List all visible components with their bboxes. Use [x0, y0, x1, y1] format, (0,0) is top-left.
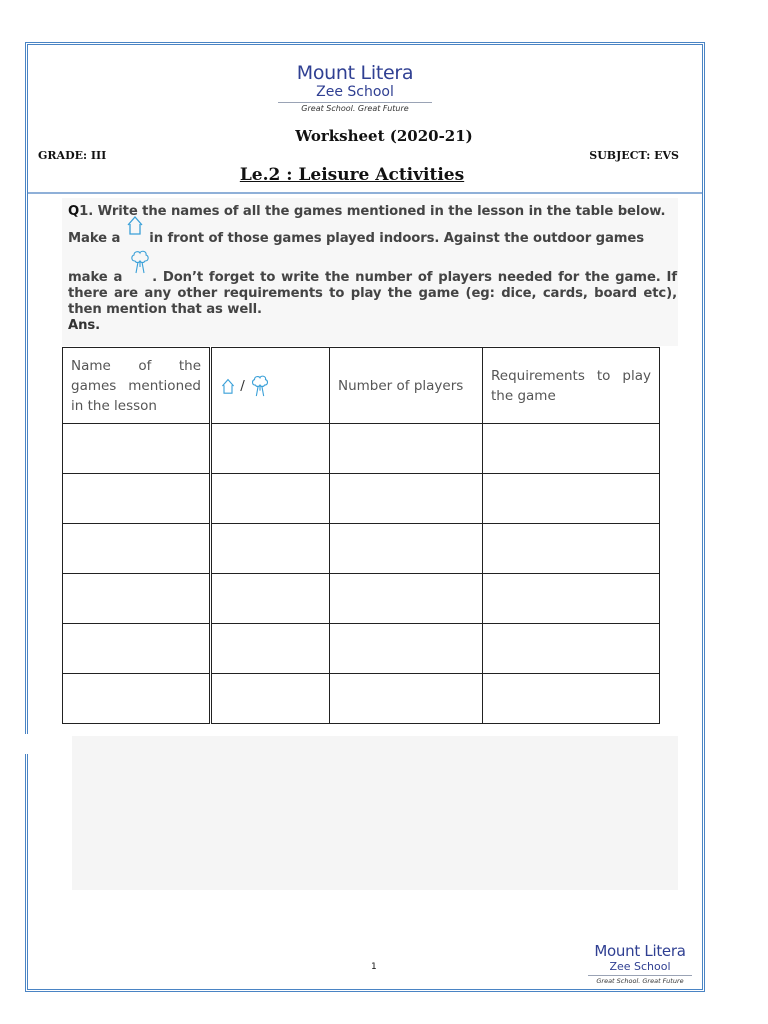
question-text-1: . Write the names of all the games mentioned in the lesson in the table below. [88, 204, 666, 219]
table-cell-game[interactable] [63, 674, 211, 724]
header-games-name [63, 348, 211, 424]
page-number: 1 [371, 962, 377, 972]
logo-bottom-line2: Zee School [609, 960, 671, 973]
subject-label: SUBJECT: EVS [589, 149, 679, 162]
table-cell-requirements[interactable] [483, 424, 660, 474]
question-label: Q [68, 204, 80, 219]
table-cell-requirements[interactable] [483, 624, 660, 674]
question-text-3a: make a [68, 270, 123, 285]
table-row [63, 474, 660, 524]
header-house-icon [220, 378, 240, 394]
logo-divider [278, 102, 432, 103]
table-cell-requirements[interactable] [483, 474, 660, 524]
worksheet-title: Worksheet (2020-21) [295, 127, 473, 145]
grade-label: GRADE: III [38, 149, 107, 162]
question-text-2b: in front of those games played indoors. Against the outdoor games [149, 231, 645, 246]
table-cell-type[interactable] [211, 524, 330, 574]
table-cell-players[interactable] [330, 524, 483, 574]
logo-line2: Zee School [316, 84, 394, 100]
table-header-row [63, 348, 660, 424]
table-cell-type[interactable] [211, 474, 330, 524]
header-games-name-line1: Name of the [71, 357, 201, 374]
table-row [63, 674, 660, 724]
school-logo-top [278, 62, 432, 114]
table-cell-type[interactable] [211, 574, 330, 624]
table-cell-players[interactable] [330, 474, 483, 524]
tree-icon [128, 249, 152, 280]
house-icon [125, 214, 145, 249]
header-number-of-players: Number of players [330, 348, 483, 424]
question-text-3b: . Don’t forget to write the number of players needed for the game. If there are any other requirements to play the game (eg: dice, cards, board etc), then mention that as well. [68, 270, 677, 317]
header-requirements-line2: the game [491, 387, 556, 404]
table-row [63, 424, 660, 474]
border-gap [24, 734, 72, 754]
answer-label: Ans. [68, 318, 101, 333]
table-cell-requirements[interactable] [483, 674, 660, 724]
table-cell-players[interactable] [330, 624, 483, 674]
table-cell-game[interactable] [63, 524, 211, 574]
logo-line1: Mount Litera [296, 62, 414, 84]
table-cell-game[interactable] [63, 624, 211, 674]
school-logo-bottom [588, 942, 692, 985]
table-cell-players[interactable] [330, 674, 483, 724]
question-1 [68, 204, 677, 334]
logo-bottom-tagline: Great School. Great Future [596, 977, 684, 985]
header-divider [28, 192, 702, 194]
table-row [63, 574, 660, 624]
header-indoor-outdoor [211, 348, 330, 424]
table-cell-game[interactable] [63, 424, 211, 474]
table-cell-type[interactable] [211, 424, 330, 474]
header-separator: / [240, 377, 245, 394]
table-cell-game[interactable] [63, 574, 211, 624]
table-cell-type[interactable] [211, 674, 330, 724]
table-row [63, 524, 660, 574]
header-requirements-line1: Requirements to play [491, 367, 651, 384]
lesson-title: Le.2 : Leisure Activities [239, 165, 465, 185]
logo-bottom-divider [588, 975, 692, 976]
table-cell-type[interactable] [211, 624, 330, 674]
table-cell-requirements[interactable] [483, 574, 660, 624]
question-number: 1 [79, 204, 89, 219]
table-cell-players[interactable] [330, 424, 483, 474]
table-row [63, 624, 660, 674]
table-cell-game[interactable] [63, 474, 211, 524]
table-cell-requirements[interactable] [483, 524, 660, 574]
header-tree-icon [249, 378, 271, 394]
question-text-2a: Make a [68, 231, 121, 246]
logo-bottom-line1: Mount Litera [594, 942, 686, 960]
header-games-name-line2: games mentioned [71, 377, 201, 394]
logo-tagline: Great School. Great Future [301, 104, 409, 113]
header-games-name-line3: in the lesson [71, 397, 157, 414]
header-requirements [483, 348, 660, 424]
answer-area-background [72, 736, 678, 890]
table-cell-players[interactable] [330, 574, 483, 624]
games-table [62, 347, 660, 724]
